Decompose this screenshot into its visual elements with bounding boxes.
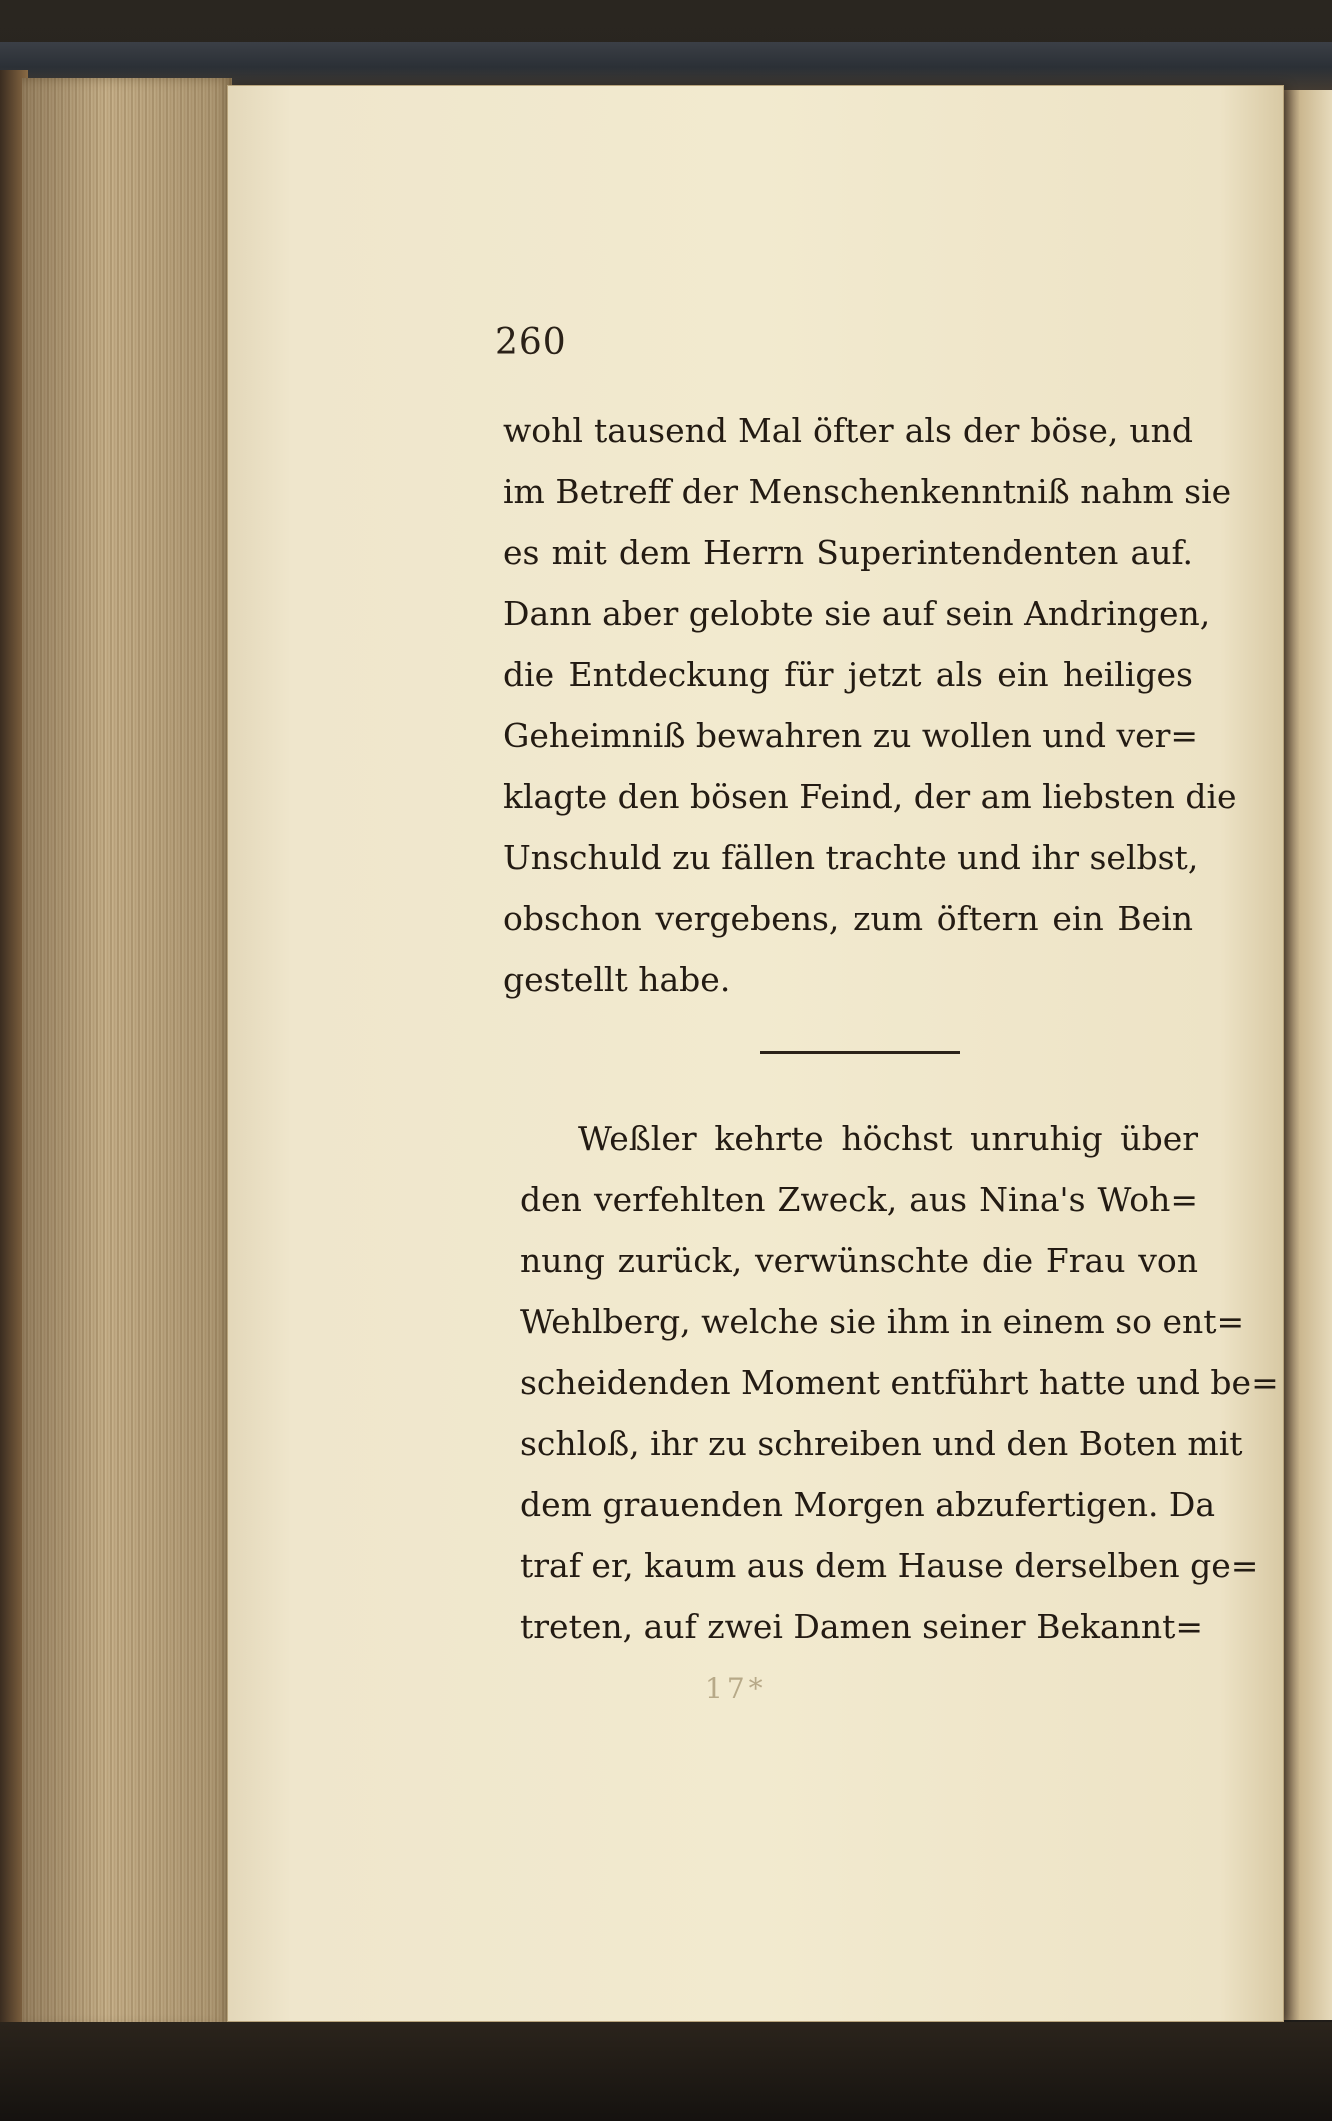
text-line: den verfehlten Zweck, aus Nina's Woh= (520, 1180, 1198, 1219)
text-line: nung zurück, verwünschte die Frau von (520, 1241, 1198, 1280)
text-line: traf er, kaum aus dem Hause derselben ge= (520, 1546, 1259, 1585)
text-line: klagte den bösen Feind, der am liebsten die (503, 777, 1237, 816)
page-number: 260 (495, 322, 567, 363)
bottom-shadow (0, 2022, 1332, 2121)
book-page (228, 86, 1283, 2021)
text-line: Dann aber gelobte sie auf sein Andringen, (503, 594, 1211, 633)
text-line: gestellt habe. (503, 960, 731, 999)
text-line: dem grauenden Morgen abzufertigen. Da (520, 1485, 1216, 1524)
page-edges-shade (22, 78, 232, 2028)
text-line: scheidenden Moment entführt hatte und be= (520, 1363, 1279, 1402)
paragraph-2 (520, 1108, 1279, 1657)
section-divider (760, 1051, 960, 1054)
signature-mark: 17* (705, 1672, 767, 1705)
text-line: die Entdeckung für jetzt als ein heiliges (503, 655, 1193, 694)
text-line: es mit dem Herrn Superintendenten auf. (503, 533, 1193, 572)
text-line: obschon vergebens, zum öftern ein Bein (503, 899, 1193, 938)
text-line: im Betreff der Menschenkenntniß nahm sie (503, 472, 1232, 511)
facing-page-edge (1283, 90, 1332, 2020)
text-line: schloß, ihr zu schreiben und den Boten mit (520, 1424, 1243, 1463)
text-line: Weßler kehrte höchst unruhig über (578, 1119, 1198, 1158)
paragraph-1 (503, 400, 1237, 1010)
text-line: Wehlberg, welche sie ihm in einem so ent= (520, 1302, 1245, 1341)
text-line: Unschuld zu fällen trachte und ihr selbst, (503, 838, 1199, 877)
text-line: wohl tausend Mal öfter als der böse, und (503, 411, 1193, 450)
text-line: treten, auf zwei Damen seiner Bekannt= (520, 1607, 1204, 1646)
text-line: Geheimniß bewahren zu wollen und ver= (503, 716, 1199, 755)
